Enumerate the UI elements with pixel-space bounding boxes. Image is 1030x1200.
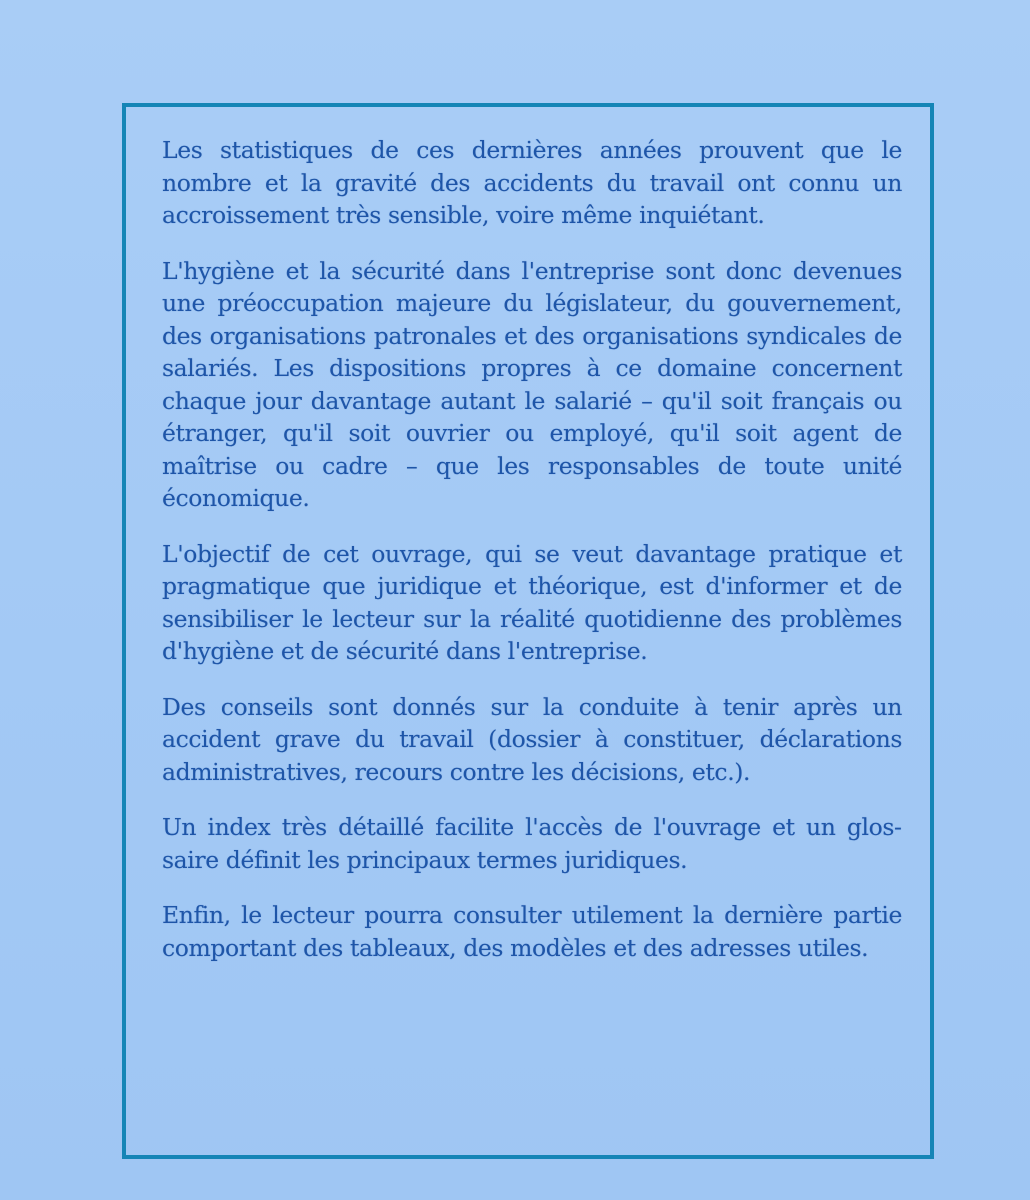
paragraph-index-glossary: Un index très détaillé facilite l'accès de l'ouvrage et un glossaire définit les principaux termes juridiques.: [162, 813, 902, 874]
paragraph-final-part: Enfin, le lecteur pourra consulter utilement la dernière partie comportant des tableaux, des modèles et des adresses utiles.: [162, 901, 902, 962]
paragraph-hygiene-security: L'hygiène et la sécurité dans l'entreprise sont donc devenues une préoccupation majeure du législateur, du gouvernement, des organisations patronales et des organisations syndicales de salariés. Les dispositions propres à ce domaine concernent chaque jour davantage autant le salarié – qu'il soit français ou étranger, qu'il soit ouvrier ou employé, qu'il soit agent de maîtrise ou cadre – que les responsables de toute unité économique.: [162, 256, 902, 512]
paragraph-objective: L'objectif de cet ouvrage, qui se veut davantage pratique et pragmatique que juridique et théorique, est d'informer et de sensibiliser le lecteur sur la réalité quotidienne des problèmes d'hygiène et de sécurité dans l'entreprise.: [162, 539, 902, 665]
paragraph-advice: Des conseils sont donnés sur la conduite à tenir après un accident grave du travail (dossier à constituer, déclarations administratives, recours contre les décisions, etc.).: [162, 692, 902, 786]
paragraph-statistics: Les statistiques de ces dernières années prouvent que le nombre et la gravité des accidents du travail ont connu un accroissement très sensible, voire même inquiétant.: [162, 136, 902, 229]
back-cover-text: [162, 134, 902, 987]
